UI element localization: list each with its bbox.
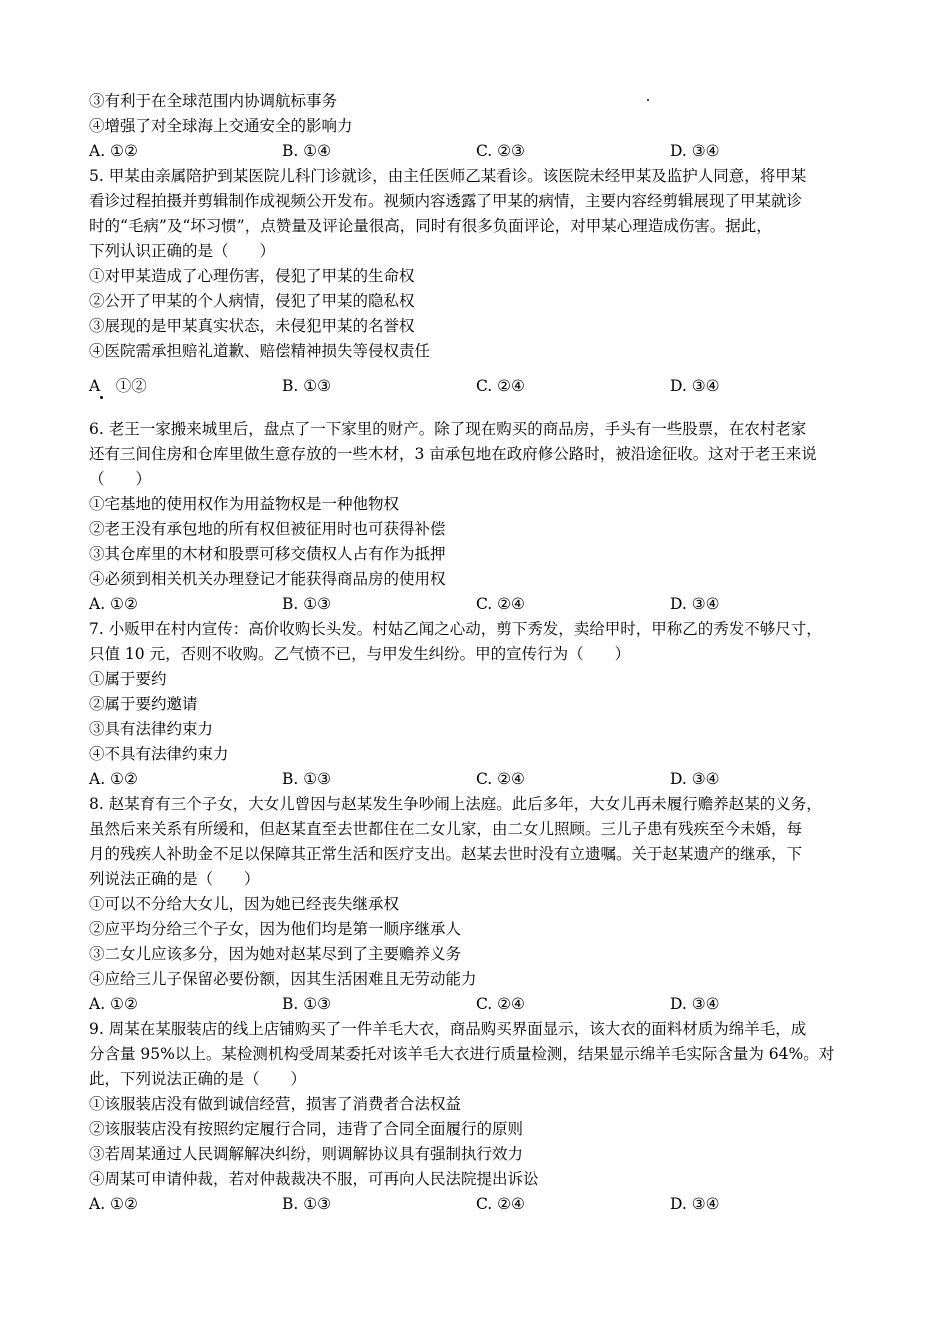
q4-option-a[interactable]: A. ①② [89,142,138,160]
question-9 [89,1017,864,1217]
q8-option-d[interactable]: D. ③④ [670,995,720,1013]
q9-item-3: ③若周某通过人民调解解决纠纷，则调解协议具有强制执行效力 [89,1145,524,1163]
q7-item-1: ①属于要约 [89,670,167,688]
q9-option-d[interactable]: D. ③④ [670,1195,720,1213]
q6-option-c[interactable]: C. ②④ [476,595,525,613]
q4-option-d[interactable]: D. ③④ [670,142,720,160]
q7-option-c[interactable]: C. ②④ [476,770,525,788]
q8-options [89,992,864,1017]
q5-stem-line: 5. 甲某由亲属陪护到某医院儿科门诊就诊，由主任医师乙某看诊。该医院未经甲某及监护人同意，将甲某 [89,167,807,185]
q6-item-3: ③其仓库里的木材和股票可移交债权人占有作为抵押 [89,545,446,563]
q7-item-3: ③具有法律约束力 [89,720,214,738]
q8-item-2: ②应平均分给三个子女，因为他们均是第一顺序继承人 [89,920,462,938]
q5-option-c[interactable]: C. ②④ [476,377,525,395]
q6-stem-line: 还有三间住房和仓库里做生意存放的一些木材，3 亩承包地在政府修公路时，被沿途征收。这对于老王来说 [89,445,817,463]
q8-option-b[interactable]: B. ①③ [282,995,332,1013]
q6-options [89,592,864,617]
q4-option-b[interactable]: B. ①④ [282,142,332,160]
q9-item-4: ④周某可申请仲裁，若对仲裁裁决不服，可再向人民法院提出诉讼 [89,1170,539,1188]
q5-option-a[interactable]: A ①② [89,377,147,395]
q8-stem-line: 8. 赵某育有三个子女，大女儿曾因与赵某发生争吵闹上法庭。此后多年，大女儿再未履行赡养赵某的义务， [89,795,822,813]
q4-options [89,139,864,164]
stray-dot [100,396,103,399]
q5-stem-line: 看诊过程拍摄并剪辑制作成视频公开发布。视频内容透露了甲某的病情，主要内容经剪辑展现了甲某就诊 [89,192,803,210]
q4-option-c[interactable]: C. ②③ [476,142,525,160]
question-6 [89,417,864,617]
q6-item-4: ④必须到相关机关办理登记才能获得商品房的使用权 [89,570,446,588]
q6-item-2: ②老王没有承包地的所有权但被征用时也可获得补偿 [89,520,446,538]
q8-stem-line: 列说法正确的是（ ） [89,870,260,888]
q7-option-a[interactable]: A. ①② [89,770,138,788]
q6-stem-line: （ ） [89,470,152,488]
q5-item-3: ③展现的是甲某真实状态，未侵犯甲某的名誉权 [89,317,415,335]
q9-option-c[interactable]: C. ②④ [476,1195,525,1213]
q7-options [89,767,864,792]
q6-option-d[interactable]: D. ③④ [670,595,720,613]
exam-page [89,89,864,1217]
q8-item-4: ④应给三儿子保留必要份额，因其生活困难且无劳动能力 [89,970,477,988]
q6-stem-line: 6. 老王一家搬来城里后，盘点了一下家里的财产。除了现在购买的商品房，手头有一些股票，在农村老家 [89,420,807,438]
q9-stem-line: 分含量 95%以上。某检测机构受周某委托对该羊毛大衣进行质量检测，结果显示绵羊毛实际含量为 64%。对 [89,1045,835,1063]
question-8 [89,792,864,1017]
q9-item-1: ①该服装店没有做到诚信经营，损害了消费者合法权益 [89,1095,462,1113]
q8-option-c[interactable]: C. ②④ [476,995,525,1013]
q5-item-2: ②公开了甲某的个人病情，侵犯了甲某的隐私权 [89,292,415,310]
question-4 [89,89,864,164]
question-5 [89,164,864,417]
q9-item-2: ②该服装店没有按照约定履行合同，违背了合同全面履行的原则 [89,1120,524,1138]
q8-item-3: ③二女儿应该多分，因为她对赵某尽到了主要赡养义务 [89,945,462,963]
q5-option-b[interactable]: B. ①③ [282,377,332,395]
q9-option-b[interactable]: B. ①③ [282,1195,332,1213]
q7-option-d[interactable]: D. ③④ [670,770,720,788]
q7-item-4: ④不具有法律约束力 [89,745,229,763]
q7-item-2: ②属于要约邀请 [89,695,198,713]
q5-options [89,374,864,399]
q6-item-1: ①宅基地的使用权作为用益物权是一种他物权 [89,495,400,513]
q8-item-1: ①可以不分给大女儿，因为她已经丧失继承权 [89,895,400,913]
q9-stem-line: 此，下列说法正确的是（ ） [89,1070,307,1088]
q5-item-1: ①对甲某造成了心理伤害，侵犯了甲某的生命权 [89,267,415,285]
q7-stem-line: 7. 小贩甲在村内宣传：高价收购长头发。村姑乙闻之心动，剪下秀发，卖给甲时，甲称乙的秀发不够尺寸， [89,620,822,638]
q8-stem-line: 虽然后来关系有所缓和，但赵某直至去世都住在二女儿家，由二女儿照顾。三儿子患有残疾至今未婚，每 [89,820,803,838]
question-7 [89,617,864,792]
q6-option-b[interactable]: B. ①③ [282,595,332,613]
q7-option-b[interactable]: B. ①③ [282,770,332,788]
q5-stem-line: 时的“毛病”及“坏习惯”，点赞量及评论量很高，同时有很多负面评论，对甲某心理造成伤害。据此， [89,217,772,235]
q9-stem-line: 9. 周某在某服装店的线上店铺购买了一件羊毛大衣，商品购买界面显示，该大衣的面料材质为绵羊毛，成 [89,1020,807,1038]
stray-dot [647,99,649,101]
q7-stem-line: 只值 10 元，否则不收购。乙气愤不已，与甲发生纠纷。甲的宣传行为（ ） [89,645,631,663]
q5-stem-line: 下列认识正确的是（ ） [89,242,276,260]
q9-option-a[interactable]: A. ①② [89,1195,138,1213]
q8-option-a[interactable]: A. ①② [89,995,138,1013]
q4-item-4: ④增强了对全球海上交通安全的影响力 [89,117,353,135]
q8-stem-line: 月的残疾人补助金不足以保障其正常生活和医疗支出。赵某去世时没有立遗嘱。关于赵某遗产的继承，下 [89,845,803,863]
q5-item-4: ④医院需承担赔礼道歉、赔偿精神损失等侵权责任 [89,342,431,360]
q9-options [89,1192,864,1217]
q5-option-d[interactable]: D. ③④ [670,377,720,395]
q6-option-a[interactable]: A. ①② [89,595,138,613]
q4-item-3: ③有利于在全球范围内协调航标事务 [89,92,338,110]
